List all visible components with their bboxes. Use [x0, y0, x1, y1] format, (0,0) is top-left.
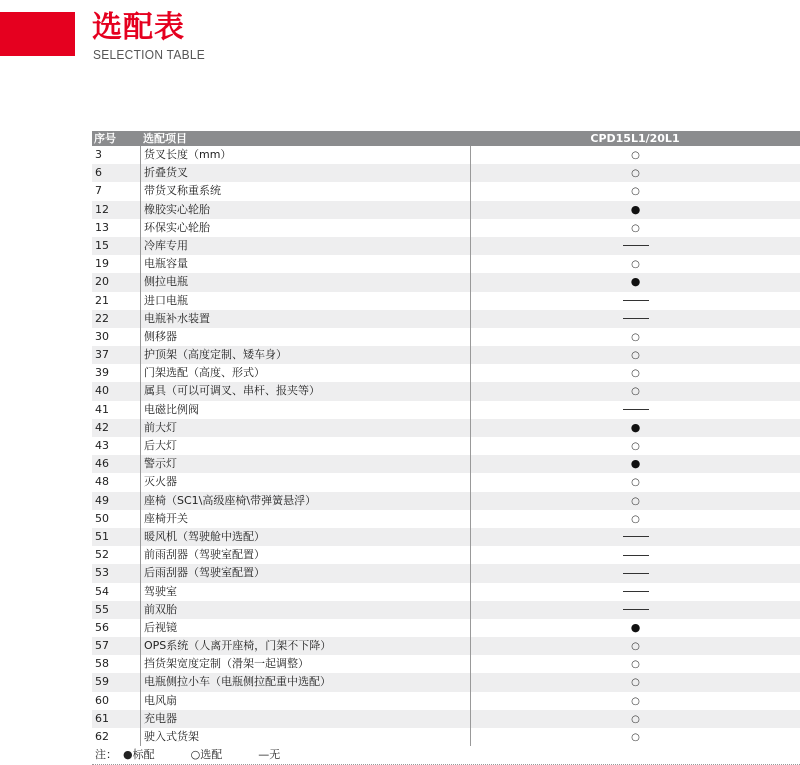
- row-item: 后大灯: [140, 437, 470, 455]
- table-row: [92, 528, 800, 546]
- table-row: [92, 292, 800, 310]
- row-value: [470, 164, 800, 182]
- table-row: [92, 637, 800, 655]
- optional-circle-icon: ○: [631, 259, 640, 271]
- row-value: [470, 419, 800, 437]
- table-body: [92, 146, 800, 746]
- row-number: 3: [95, 148, 102, 161]
- table-row: [92, 492, 800, 510]
- header-model: CPD15L1/20L1: [590, 132, 680, 145]
- standard-dot-icon: ●: [630, 457, 641, 471]
- row-number: 49: [95, 493, 109, 507]
- table-row: [92, 564, 800, 582]
- row-number: 43: [95, 439, 109, 452]
- row-value: [470, 710, 800, 728]
- row-number: 61: [95, 711, 109, 725]
- row-item: 驾驶室: [140, 583, 470, 601]
- row-number: 51: [95, 529, 109, 543]
- table-row: [92, 182, 800, 200]
- table-row: [92, 146, 800, 164]
- row-number: 41: [95, 402, 109, 416]
- row-value: [470, 564, 800, 582]
- row-value: [470, 637, 800, 655]
- row-item: 驶入式货架: [140, 728, 470, 746]
- row-value: [470, 473, 800, 491]
- table-row: [92, 455, 800, 473]
- row-value: [470, 201, 800, 219]
- row-number: 62: [95, 730, 109, 743]
- row-value: [470, 146, 800, 164]
- page-title: 选配表: [92, 10, 185, 45]
- table-row: [92, 255, 800, 273]
- row-item: 橡胶实心轮胎: [140, 201, 470, 219]
- row-value: [470, 219, 800, 237]
- legend-prefix: 注：: [95, 748, 117, 762]
- row-item: 环保实心轮胎: [140, 219, 470, 237]
- table-row: [92, 601, 800, 619]
- row-value: [470, 528, 800, 546]
- row-item: 护顶架（高度定制、矮车身）: [140, 346, 470, 364]
- table-row: [92, 583, 800, 601]
- standard-dot-icon: ●: [630, 420, 641, 434]
- row-number: 53: [95, 566, 109, 580]
- table-row: [92, 401, 800, 419]
- page-subtitle: SELECTION TABLE: [93, 47, 206, 62]
- table-row: [92, 164, 800, 182]
- row-item: 侧移器: [140, 328, 470, 346]
- table-row: [92, 546, 800, 564]
- table-row: [92, 510, 800, 528]
- row-number: 54: [95, 584, 109, 598]
- optional-circle-icon: ○: [631, 168, 640, 180]
- header-no: 序号: [94, 132, 116, 145]
- row-value: [470, 655, 800, 673]
- row-number: 20: [95, 275, 109, 289]
- row-value: [470, 292, 800, 310]
- row-item: 电瓶容量: [140, 255, 470, 273]
- row-number: 48: [95, 475, 109, 489]
- row-number: 21: [95, 293, 109, 307]
- row-item: 前双胎: [140, 601, 470, 619]
- none-dash: [623, 318, 649, 319]
- row-value: [470, 455, 800, 473]
- row-number: 15: [95, 238, 109, 252]
- row-number: 6: [95, 166, 102, 180]
- row-value: [470, 182, 800, 200]
- row-number: 13: [95, 220, 109, 234]
- optional-circle-icon: ○: [631, 386, 640, 398]
- row-item: 前大灯: [140, 419, 470, 437]
- row-value: [470, 401, 800, 419]
- row-item: 后雨刮器（驾驶室配置）: [140, 564, 470, 582]
- row-item: 电瓶补水装置: [140, 310, 470, 328]
- table-row: [92, 437, 800, 455]
- row-item: 进口电瓶: [140, 292, 470, 310]
- standard-dot-icon: ●: [630, 620, 641, 634]
- optional-circle-icon: ○: [631, 513, 640, 525]
- row-value: [470, 510, 800, 528]
- row-value: [470, 437, 800, 455]
- row-value: [470, 546, 800, 564]
- row-item: 灭火器: [140, 473, 470, 491]
- row-number: 42: [95, 420, 109, 434]
- table-row: [92, 382, 800, 400]
- none-dash: [623, 573, 649, 574]
- row-number: 60: [95, 693, 109, 707]
- optional-circle-icon: ○: [631, 441, 640, 452]
- row-item: 暖风机（驾驶舱中选配）: [140, 528, 470, 546]
- brand-accent-block: [0, 12, 75, 56]
- table-row: [92, 619, 800, 637]
- row-value: [470, 273, 800, 291]
- row-number: 22: [95, 311, 109, 325]
- none-dash: [623, 536, 649, 537]
- optional-circle-icon: ○: [631, 368, 640, 380]
- none-dash: [623, 245, 649, 246]
- row-item: 电风扇: [140, 692, 470, 710]
- table-header: [92, 131, 800, 146]
- selection-table: [92, 131, 800, 765]
- row-value: [470, 692, 800, 710]
- none-dash: [623, 409, 649, 410]
- row-item: 门架选配（高度、形式）: [140, 364, 470, 382]
- table-row: [92, 346, 800, 364]
- table-row: [92, 728, 800, 746]
- row-value: [470, 382, 800, 400]
- row-value: [470, 237, 800, 255]
- row-number: 37: [95, 348, 109, 362]
- none-dash: [623, 591, 649, 592]
- row-item: 座椅（SC1\高级座椅\带弹簧悬浮）: [140, 492, 470, 510]
- row-item: 座椅开关: [140, 510, 470, 528]
- row-value: [470, 619, 800, 637]
- optional-circle-icon: ○: [631, 732, 640, 743]
- row-number: 7: [95, 184, 102, 198]
- row-value: [470, 673, 800, 691]
- row-number: 46: [95, 457, 109, 471]
- table-row: [92, 710, 800, 728]
- table-row: [92, 328, 800, 346]
- row-item: 电磁比例阀: [140, 401, 470, 419]
- row-number: 30: [95, 329, 109, 343]
- row-item: 后视镜: [140, 619, 470, 637]
- optional-circle-icon: ○: [631, 350, 640, 362]
- optional-circle-icon: ○: [631, 641, 640, 653]
- row-number: 58: [95, 657, 109, 671]
- legend-standard: ●标配: [123, 748, 155, 762]
- row-number: 59: [95, 675, 109, 689]
- row-item: 冷库专用: [140, 237, 470, 255]
- optional-circle-icon: ○: [631, 713, 640, 725]
- optional-circle-icon: ○: [631, 477, 640, 489]
- table-row: [92, 364, 800, 382]
- optional-circle-icon: ○: [631, 222, 640, 234]
- table-row: [92, 419, 800, 437]
- none-dash: [623, 555, 649, 556]
- standard-dot-icon: ●: [630, 202, 641, 216]
- row-item: 电瓶侧拉小车（电瓶侧拉配重中选配）: [140, 673, 470, 691]
- row-number: 52: [95, 548, 109, 562]
- row-item: 侧拉电瓶: [140, 273, 470, 291]
- legend-optional: ○选配: [190, 748, 223, 762]
- table-row: [92, 673, 800, 691]
- row-value: [470, 492, 800, 510]
- row-number: 39: [95, 366, 109, 380]
- row-value: [470, 328, 800, 346]
- optional-circle-icon: ○: [631, 495, 640, 507]
- table-row: [92, 655, 800, 673]
- table-row: [92, 201, 800, 219]
- optional-circle-icon: ○: [631, 186, 640, 198]
- table-row: [92, 219, 800, 237]
- row-value: [470, 310, 800, 328]
- row-number: 40: [95, 384, 109, 398]
- row-number: 56: [95, 620, 109, 634]
- optional-circle-icon: ○: [631, 677, 640, 689]
- header-item: 选配项目: [143, 132, 187, 145]
- row-value: [470, 346, 800, 364]
- standard-dot-icon: ●: [630, 275, 641, 289]
- row-item: OPS系统（人离开座椅，门架不下降）: [140, 637, 470, 655]
- row-item: 挡货架宽度定制（滑架一起调整）: [140, 655, 470, 673]
- row-number: 19: [95, 257, 109, 271]
- table-row: [92, 473, 800, 491]
- row-number: 12: [95, 202, 109, 216]
- row-number: 55: [95, 602, 109, 616]
- row-value: [470, 583, 800, 601]
- row-item: 属具（可以可调叉、串杆、报夹等）: [140, 382, 470, 400]
- row-item: 货叉长度（mm）: [140, 146, 470, 164]
- optional-circle-icon: ○: [631, 659, 640, 671]
- table-row: [92, 692, 800, 710]
- row-item: 带货叉称重系统: [140, 182, 470, 200]
- row-value: [470, 364, 800, 382]
- table-row: [92, 273, 800, 291]
- row-item: 折叠货叉: [140, 164, 470, 182]
- legend-note: [92, 746, 800, 765]
- table-row: [92, 237, 800, 255]
- optional-circle-icon: ○: [631, 331, 640, 343]
- none-dash: [623, 300, 649, 301]
- table-row: [92, 310, 800, 328]
- row-number: 57: [95, 639, 109, 653]
- none-dash: [623, 609, 649, 610]
- legend-none: —无: [258, 748, 281, 762]
- row-item: 充电器: [140, 710, 470, 728]
- row-item: 警示灯: [140, 455, 470, 473]
- row-value: [470, 255, 800, 273]
- row-value: [470, 601, 800, 619]
- row-value: [470, 728, 800, 746]
- row-number: 50: [95, 511, 109, 525]
- optional-circle-icon: ○: [631, 695, 640, 707]
- optional-circle-icon: ○: [631, 150, 640, 161]
- row-item: 前雨刮器（驾驶室配置）: [140, 546, 470, 564]
